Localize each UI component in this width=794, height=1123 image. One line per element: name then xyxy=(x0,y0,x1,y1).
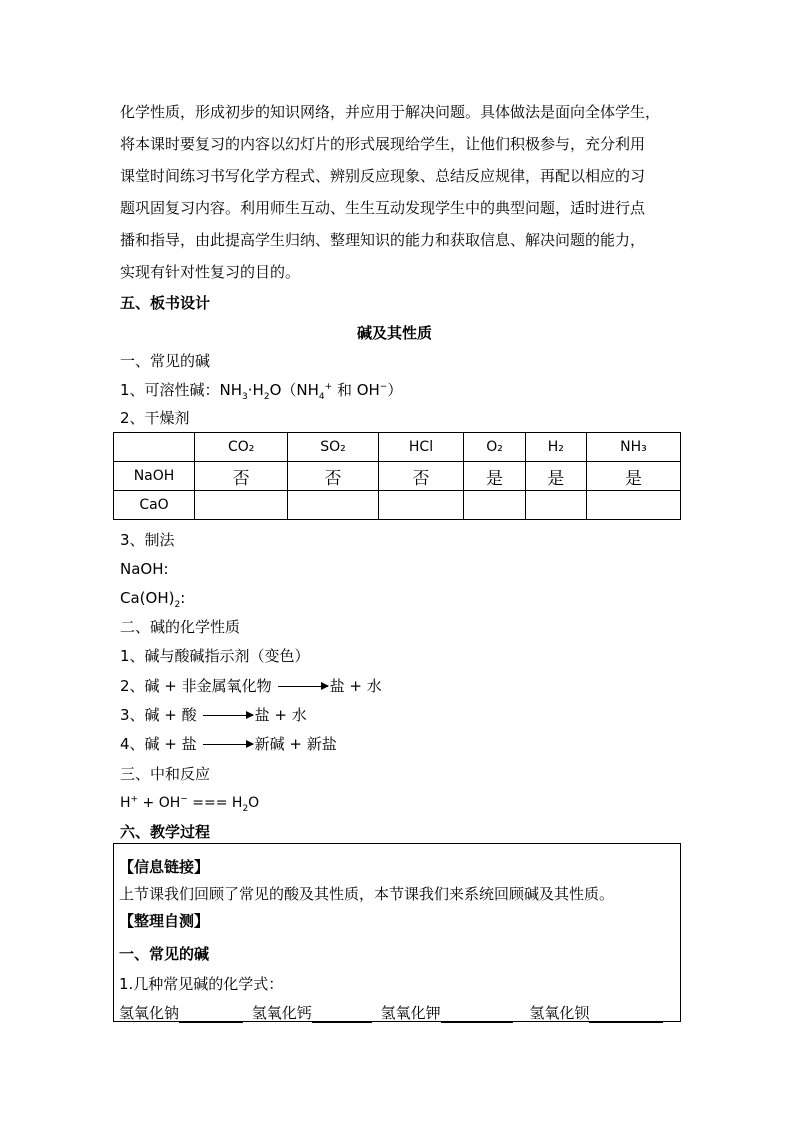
table-header-cell: H₂ xyxy=(525,433,586,462)
table-cell xyxy=(288,491,378,520)
sup: + xyxy=(130,794,139,805)
table-header-cell: O₂ xyxy=(464,433,525,462)
table-header-cell: NH₃ xyxy=(586,433,680,462)
intro-line-5: 播和指导，由此提高学生归纳、整理知识的能力和获取信息、解决问题的能力， xyxy=(120,231,646,249)
blank-caoh2[interactable] xyxy=(312,1005,372,1023)
sub: 3 xyxy=(242,392,248,402)
arrow-icon xyxy=(203,715,253,716)
soluble-base-line xyxy=(120,380,402,400)
intro-line-1: 化学性质，形成初步的知识网络，并应用于解决问题。具体做法是面向全体学生， xyxy=(120,103,661,121)
prep-caoh2 xyxy=(120,588,185,608)
table-cell: 否 xyxy=(288,462,378,491)
prep-heading: 3、制法 xyxy=(120,531,175,549)
blank-label: 氢氧化钠 xyxy=(119,1004,180,1022)
sub: 4 xyxy=(318,392,325,402)
desiccant-heading: 2、干燥剂 xyxy=(120,409,190,427)
text: ·H xyxy=(247,381,264,399)
prep-naoh: NaOH: xyxy=(120,560,169,578)
intro-line-4: 题巩固复习内容。利用师生互动、生生互动发现学生中的典型问题，适时进行点 xyxy=(120,199,646,217)
text: ） xyxy=(387,381,403,399)
blank-naoh[interactable] xyxy=(179,1005,243,1023)
text: + OH xyxy=(138,795,181,811)
text: Ca(OH) xyxy=(120,589,175,607)
table-row xyxy=(114,491,681,520)
text: H xyxy=(120,795,131,811)
prop-3 xyxy=(120,705,307,725)
text: O xyxy=(248,795,260,811)
table-header-row xyxy=(114,433,681,462)
text: 盐 + 水 xyxy=(254,706,307,724)
text: O（NH xyxy=(269,381,319,399)
table-cell xyxy=(378,491,464,520)
question-1: 1.几种常见碱的化学式： xyxy=(119,975,284,993)
blank-label: 氢氧化钾 xyxy=(380,1004,441,1022)
text: : xyxy=(180,589,186,607)
arrow-icon xyxy=(278,686,328,687)
table-cell: 是 xyxy=(464,462,525,491)
table-header-cell: SO₂ xyxy=(288,433,378,462)
prop-1: 1、碱与酸碱指示剂（变色） xyxy=(120,647,310,665)
prop-4 xyxy=(120,734,337,754)
intro-line-2: 将本课时要复习的内容以幻灯片的形式展现给学生，让他们积极参与，充分利用 xyxy=(120,135,646,153)
common-bases-subheading: 一、常见的碱 xyxy=(119,945,210,963)
intro-line-6: 实现有针对性复习的目的。 xyxy=(120,263,301,281)
table-cell xyxy=(464,491,525,520)
sup: + xyxy=(324,382,333,392)
table-corner-cell xyxy=(114,433,195,462)
desiccant-table xyxy=(113,432,681,520)
table-cell: 否 xyxy=(378,462,464,491)
row-label: CaO xyxy=(114,491,195,520)
common-bases-heading: 一、常见的碱 xyxy=(120,352,211,370)
neutralization-equation xyxy=(120,793,259,813)
text: 新碱 + 新盐 xyxy=(254,735,337,753)
arrow-icon xyxy=(203,744,253,745)
text: 盐 + 水 xyxy=(329,677,382,695)
text: 4、碱 + 盐 xyxy=(120,735,197,753)
text: 和 OH xyxy=(332,381,380,399)
info-link-label: 【信息链接】 xyxy=(119,858,210,876)
text: === H xyxy=(187,795,243,811)
table-cell: 是 xyxy=(586,462,680,491)
table-header-cell: CO₂ xyxy=(195,433,288,462)
table-cell xyxy=(525,491,586,520)
chem-props-heading: 二、碱的化学性质 xyxy=(120,618,241,636)
sup: − xyxy=(180,794,188,805)
teaching-process-box xyxy=(113,843,681,1022)
table-cell: 是 xyxy=(525,462,586,491)
prop-2 xyxy=(120,676,382,696)
section5-heading: 五、板书设计 xyxy=(120,294,211,312)
intro-line-3: 课堂时间练习书写化学方程式、辨别反应现象、总结反应规律，再配以相应的习 xyxy=(120,167,646,185)
fill-blank-row xyxy=(119,1003,667,1023)
blank-label: 氢氧化钙 xyxy=(251,1004,312,1022)
table-header-cell: HCl xyxy=(378,433,464,462)
board-title: 碱及其性质 xyxy=(357,324,433,342)
soluble-prefix: 1、可溶性碱：NH xyxy=(120,381,243,399)
sup: − xyxy=(379,382,388,392)
table-cell xyxy=(195,491,288,520)
blank-baoh2[interactable] xyxy=(589,1005,663,1023)
text: 3、碱 + 酸 xyxy=(120,706,197,724)
info-link-text: 上节课我们回顾了常见的酸及其性质，本节课我们来系统回顾碱及其性质。 xyxy=(119,885,615,903)
table-row xyxy=(114,462,681,491)
sub: 2 xyxy=(263,392,270,402)
neutralization-heading: 三、中和反应 xyxy=(120,765,211,783)
table-cell xyxy=(586,491,680,520)
sub: 2 xyxy=(174,600,181,610)
row-label: NaOH xyxy=(114,462,195,491)
text: 2、碱 + 非金属氧化物 xyxy=(120,677,272,695)
table-cell: 否 xyxy=(195,462,288,491)
self-test-label: 【整理自测】 xyxy=(119,912,210,930)
sub: 2 xyxy=(242,803,249,814)
section6-heading: 六、教学过程 xyxy=(120,823,211,841)
blank-koh[interactable] xyxy=(441,1005,513,1023)
blank-label: 氢氧化钡 xyxy=(529,1004,590,1022)
